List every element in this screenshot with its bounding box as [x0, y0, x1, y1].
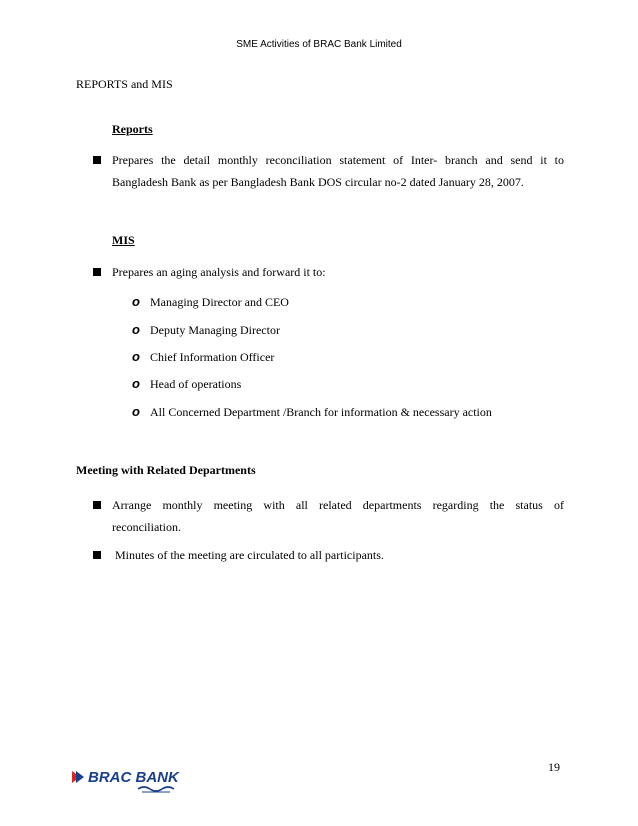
logo-wordmark: BRAC BANK — [88, 769, 179, 786]
reports-bullet-line-1: Prepares the detail monthly reconciliation statement of Inter- branch and send it to — [112, 153, 564, 167]
circle-bullet-icon: o — [132, 294, 140, 309]
brac-bank-logo — [70, 763, 190, 797]
square-bullet-icon — [93, 268, 101, 276]
meeting-bullet-1-line-2: reconciliation. — [112, 520, 181, 534]
running-header: SME Activities of BRAC Bank Limited — [236, 39, 402, 50]
subheading-reports: Reports — [112, 122, 153, 136]
circle-bullet-icon: o — [132, 404, 140, 419]
circle-bullet-icon: o — [132, 322, 140, 337]
recipient-item: Deputy Managing Director — [150, 323, 280, 337]
square-bullet-icon — [93, 156, 101, 164]
page-number: 19 — [548, 760, 560, 774]
meeting-bullet-1-text — [112, 494, 564, 538]
reports-bullet-text — [112, 149, 564, 193]
circle-bullet-icon: o — [132, 349, 140, 364]
circle-bullet-icon: o — [132, 376, 140, 391]
section-heading-reports-mis: REPORTS and MIS — [76, 77, 173, 91]
recipient-item: Chief Information Officer — [150, 350, 275, 364]
reports-bullet-line-2: Bangladesh Bank as per Bangladesh Bank DOS circular no-2 dated January 28, 2007. — [112, 175, 524, 189]
section-heading-meeting: Meeting with Related Departments — [76, 463, 256, 477]
square-bullet-icon — [93, 551, 101, 559]
recipient-item: All Concerned Department /Branch for information & necessary action — [150, 405, 492, 419]
meeting-bullet-2-text: Minutes of the meeting are circulated to all participants. — [112, 548, 384, 562]
square-bullet-icon — [93, 501, 101, 509]
mis-bullet-text: Prepares an aging analysis and forward it to: — [112, 265, 326, 279]
recipient-item: Head of operations — [150, 377, 242, 391]
meeting-bullet-1-line-1: Arrange monthly meeting with all related departments regarding the status of — [112, 498, 564, 512]
subheading-mis: MIS — [112, 233, 135, 247]
recipient-item: Managing Director and CEO — [150, 295, 289, 309]
